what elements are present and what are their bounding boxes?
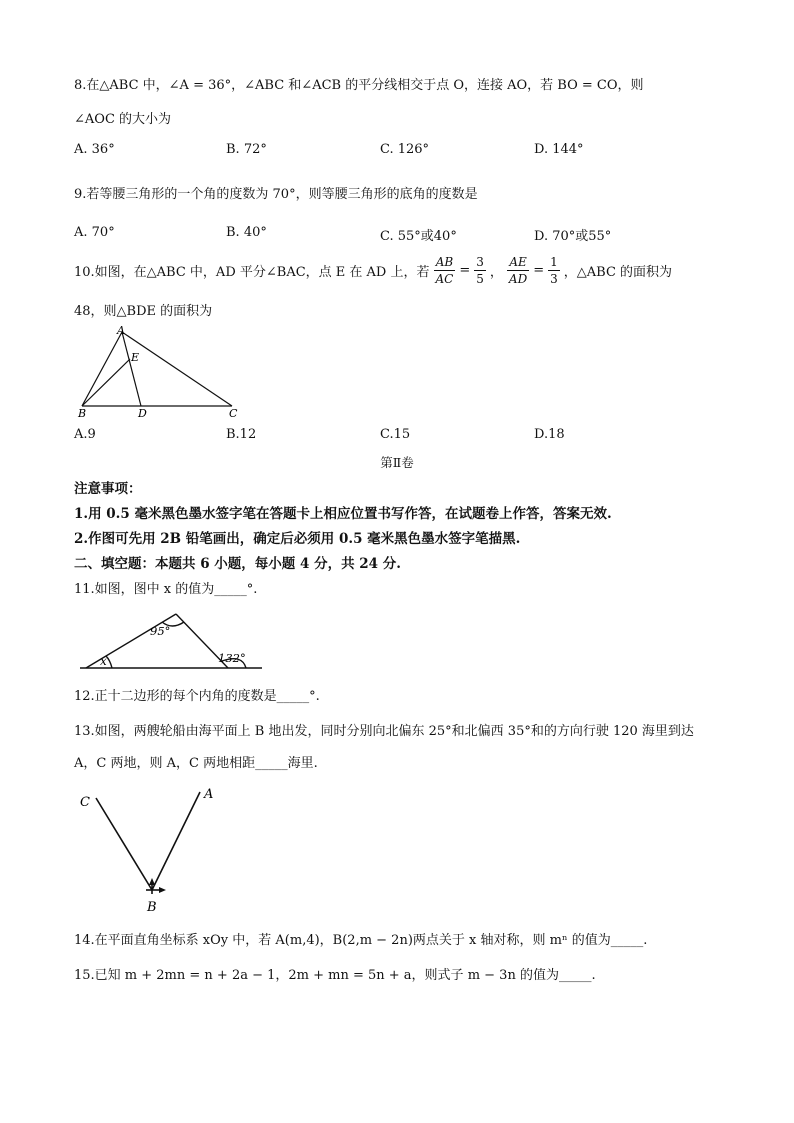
q10-fraction-ab-ac: $\frac{AB}{AC}$ [435,255,454,286]
q11-text: 11.如图，图中 x 的值为_____°. [74,582,258,597]
q9-option-c: C. 55°或40° [380,229,457,244]
path-ba [152,792,200,890]
segment-ab [82,332,122,406]
arc-left [106,656,112,668]
q14-text: 14.在平面直角坐标系 xOy 中，若 A(m,4)，B(2,m − 2n)两点关于 x 轴对称，则 mⁿ 的值为_____. [74,933,648,948]
notice-2: 2.作图可先用 2B 铅笔画出，确定后必须用 0.5 毫米黑色墨水签字笔描黑. [74,531,521,547]
q13-line1: 13.如图，两艘轮船由海平面上 B 地出发，同时分别向北偏东 25°和北偏西 35°和的方向行驶 120 海里到达 [74,724,694,739]
q8-option-b: B. 72° [226,142,267,157]
angle-95-label: 95° [150,624,171,638]
angle-x-label: x [100,654,107,668]
section-title: 第Ⅱ卷 [380,455,414,470]
q15-text: 15.已知 m + 2mn = n + 2a − 1，2m + mn = 5n + a，则式子 m − 3n 的值为_____. [74,968,596,983]
label-d: D [138,407,147,420]
q10-prefix: 10.如图，在△ABC 中，AD 平分∠BAC，点 E 在 AD 上，若 [74,265,430,280]
north-arrow-icon [149,878,155,885]
q10-fraction-ae-ad: $\frac{AE}{AD}$ [508,255,528,286]
label-c: C [229,407,238,420]
label-c: C [80,795,90,810]
label-a: A [117,324,125,337]
q9-option-a: A. 70° [74,225,115,240]
q10-triangle-figure [72,322,252,422]
q8-option-d: D. 144° [534,142,584,157]
q8-option-c: C. 126° [380,142,430,157]
label-e: E [131,351,140,364]
q13-line2: A，C 两地，则 A，C 两地相距_____海里. [74,756,318,771]
q9-option-b: B. 40° [226,225,267,240]
part2-heading: 二、填空题：本题共 6 小题，每小题 4 分，共 24 分. [74,556,401,572]
q9-option-d: D. 70°或55° [534,229,612,244]
label-b: B [78,407,87,420]
q11-triangle-figure [76,604,266,676]
label-b: B [147,900,157,915]
q10-option-d: D.18 [534,427,565,442]
q10-fraction-1-3: $\frac{1}{3}$ [550,255,558,286]
q10-fraction-3-5: $\frac{3}{5}$ [476,255,484,286]
angle-132-label: 132° [218,651,246,665]
path-bc [96,798,152,890]
q10-line2: 48，则△BDE 的面积为 [74,304,213,319]
east-arrow-icon [159,887,166,893]
q8-line1: 8.在△ABC 中，∠A = 36°，∠ABC 和∠ACB 的平分线相交于点 O，连接 AO，若 BO = CO，则 [74,78,644,93]
label-a: A [204,787,214,802]
q10-suffix: ，△ABC 的面积为 [563,265,673,280]
notice-1: 1.用 0.5 毫米黑色墨水签字笔在答题卡上相应位置书写作答，在试题卷上作答，答案无效. [74,506,612,522]
q10-option-a: A.9 [74,427,96,442]
q9-line1: 9.若等腰三角形的一个角的度数为 70°，则等腰三角形的底角的度数是 [74,187,478,202]
segment-be [82,359,130,406]
q13-direction-figure [72,782,232,916]
q8-line2: ∠AOC 的大小为 [74,112,172,127]
q10-line1: 10.如图，在△ABC 中，AD 平分∠BAC，点 E 在 AD 上，若 $\frac{AB}{AC}$ = $\frac{3}{5}$ ， $\frac{AE}{AD}$ = $\frac{1}{3}$ ，△ABC 的面积为 [74,255,673,286]
q12-text: 12.正十二边形的每个内角的度数是_____°. [74,689,320,704]
q8-option-a: A. 36° [74,142,115,157]
notice-title: 注意事项： [74,481,142,497]
q10-option-c: C.15 [380,427,411,442]
q10-option-b: B.12 [226,427,257,442]
